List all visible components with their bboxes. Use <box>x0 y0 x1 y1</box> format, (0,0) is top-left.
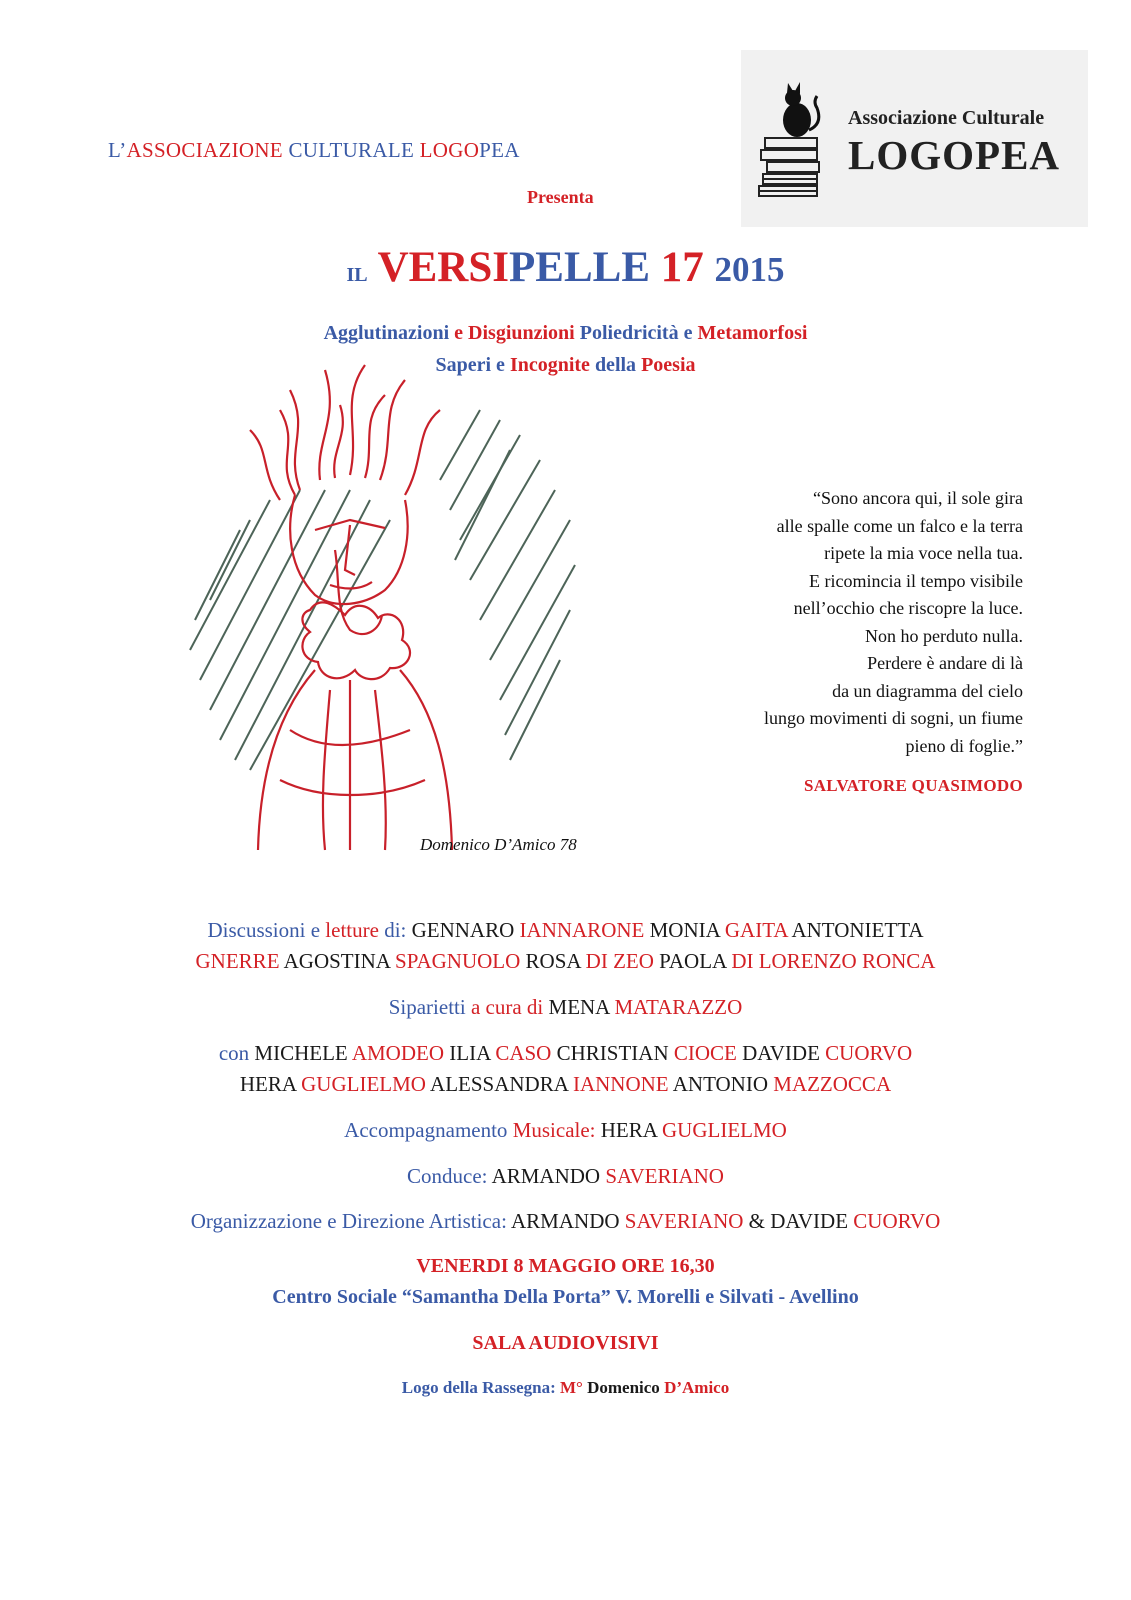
figure-drawing <box>250 365 452 850</box>
discussioni-line2: GNERRE AGOSTINA SPAGNUOLO ROSA DI ZEO PAOLA DI LORENZO RONCA <box>195 949 936 973</box>
logo-credit-line: Logo della Rassegna: M° Domenico D’Amico <box>401 1378 730 1397</box>
cast-line1: con MICHELE AMODEO ILIA CASO CHRISTIAN CIOCE DAVIDE CUORVO <box>218 1041 913 1065</box>
event-date: VENERDI 8 MAGGIO ORE 16,30 <box>416 1255 715 1277</box>
organization-line: Organizzazione e Direzione Artistica: ARMANDO SAVERIANO & DAVIDE CUORVO <box>190 1209 941 1233</box>
subtitle-line1: Agglutinazioni e Disgiunzioni Poliedricità e Metamorfosi <box>323 322 808 344</box>
event-title: IL VERSIPELLE 17 2015 <box>346 244 785 291</box>
association-logo <box>741 50 1088 227</box>
music-line: Accompagnamento Musicale: HERA GUGLIELMO <box>344 1118 787 1142</box>
poem-author: SALVATORE QUASIMODO <box>803 776 1023 795</box>
poem-line: alle spalle come un falco e la terra <box>776 515 1023 536</box>
poem-line: E ricomincia il tempo visibile <box>809 570 1023 591</box>
poem-line: lungo movimenti di sogni, un fiume <box>764 708 1023 728</box>
artist-signature: Domenico D’Amico 78 <box>420 835 577 854</box>
poem-line: pieno di foglie.” <box>905 735 1023 756</box>
presenta-label: Presenta <box>527 187 594 207</box>
event-location: Centro Sociale “Samantha Della Porta” V. Morelli e Silvati - Avellino <box>272 1286 859 1308</box>
siparietti-line: Siparietti a cura di MENA MATARAZZO <box>388 995 743 1019</box>
poem-line: nell’occhio che riscopre la luce. <box>793 598 1023 618</box>
logo-text-line1: Associazione Culturale <box>848 107 1045 129</box>
organizer-line: L’ASSOCIAZIONE CULTURALE LOGOPEA <box>108 138 520 162</box>
poem-line: da un diagramma del cielo <box>832 680 1023 701</box>
versipelle-illustration <box>150 350 650 910</box>
cat-on-books-icon <box>757 68 837 218</box>
poem-line: ripete la mia voce nella tua. <box>824 543 1023 563</box>
host-line: Conduce: ARMANDO SAVERIANO <box>407 1164 724 1188</box>
event-room: SALA AUDIOVISIVI <box>472 1332 659 1354</box>
poem-line: “Sono ancora qui, il sole gira <box>813 488 1023 508</box>
discussioni-line1: Discussioni e letture di: GENNARO IANNARONE MONIA GAITA ANTONIETTA <box>207 918 924 942</box>
poem-quote <box>764 485 1023 760</box>
logo-text-line2: LOGOPEA <box>848 132 1061 178</box>
poem-line: Non ho perduto nulla. <box>865 625 1023 646</box>
cast-line2: HERA GUGLIELMO ALESSANDRA IANNONE ANTONIO MAZZOCCA <box>239 1072 892 1096</box>
poem-line: Perdere è andare di là <box>867 653 1023 673</box>
subtitle-line2: Saperi e Incognite della Poesia <box>435 354 696 376</box>
crosshatch-background <box>190 410 575 770</box>
